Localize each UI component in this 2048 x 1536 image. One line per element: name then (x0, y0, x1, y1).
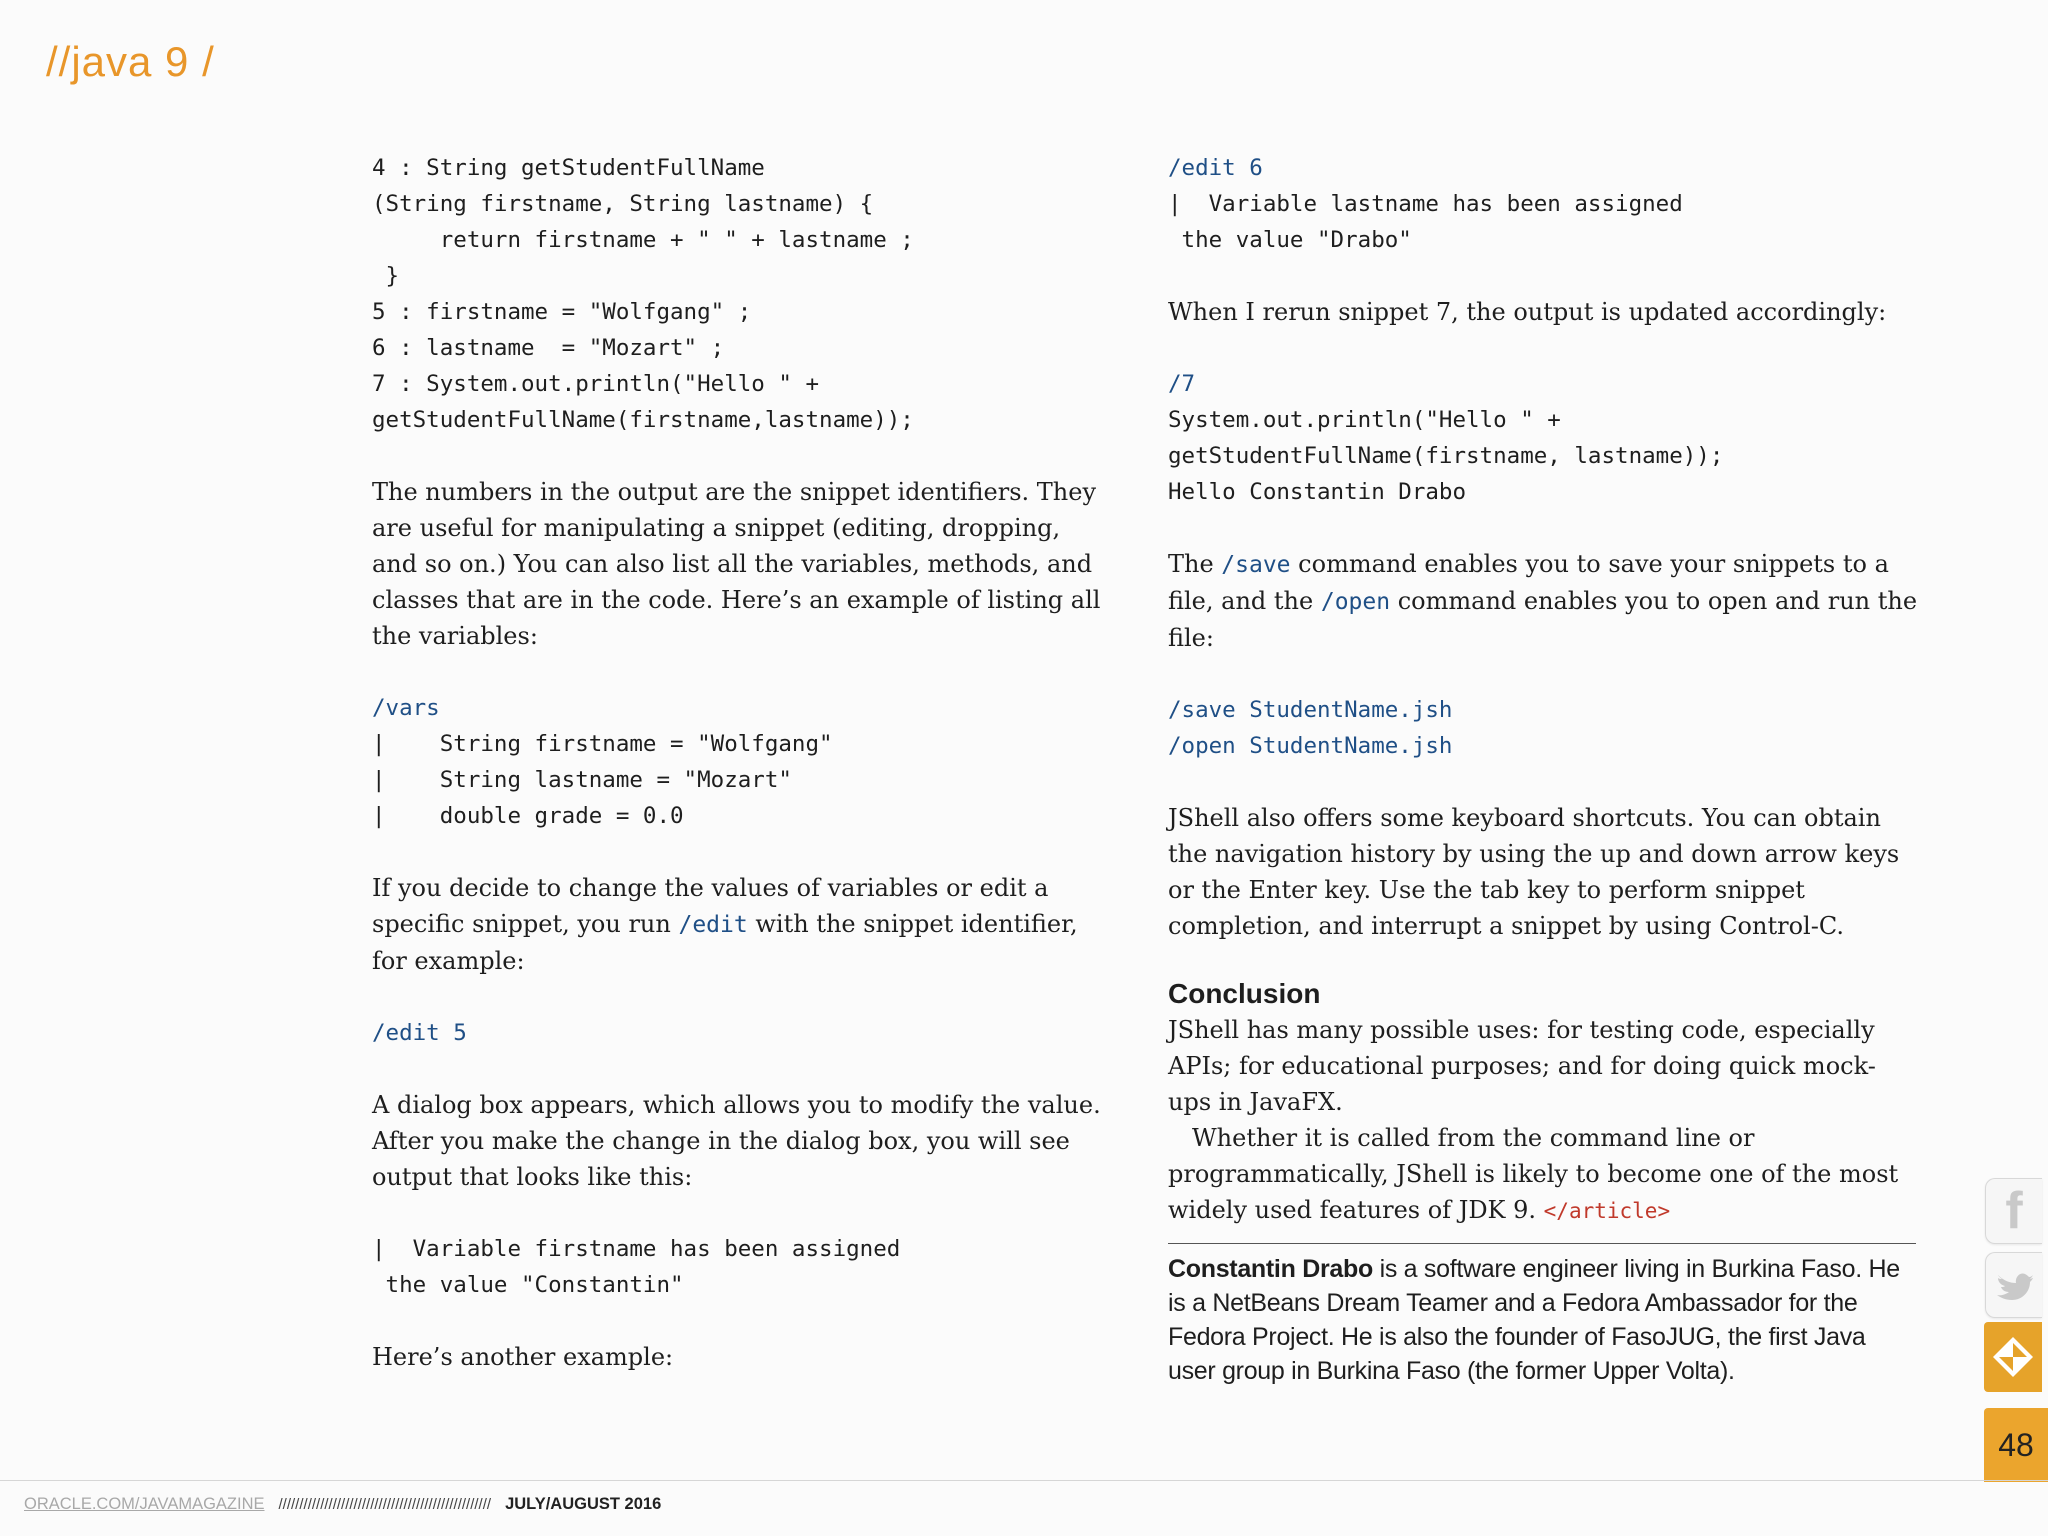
edit5-command: /edit 5 (372, 1020, 467, 1046)
code-block-vars (372, 690, 1102, 834)
paragraph-save-open (1168, 546, 1918, 656)
vars-output: | String firstname = "Wolfgang" | String lastname = "Mozart" | double grade = 0.0 (372, 731, 833, 829)
paragraph-conclusion-final (1168, 1120, 1918, 1229)
paragraph-rerun-snippet: When I rerun snippet 7, the output is updated accordingly: (1168, 298, 1887, 326)
author-name: Constantin Drabo (1168, 1255, 1373, 1283)
save-open-commands: /save StudentName.jsh /open StudentName.jsh (1168, 697, 1453, 759)
code-block-edit6 (1168, 150, 1918, 258)
text-span: command enables you to save your snippets to a file, and the (1168, 550, 1889, 615)
code-block-firstname-output: | Variable firstname has been assigned the value "Constantin" (372, 1236, 901, 1298)
inline-code-edit: /edit (678, 912, 748, 938)
end-article-tag: </article> (1543, 1199, 1671, 1223)
text-span: Whether it is called from the command line or programmatically, JShell is likely to become one of the most widely used features of JDK 9. (1168, 1124, 1899, 1224)
code-block-snippets: 4 : String getStudentFullName (String firstname, String lastname) { return firstname + " " + lastname ; } 5 : firstname = "Wolfgang" ; 6 : lastname = "Mozart" ; 7 : System.out.println("Hello " + getStudentFullName(firstname,lastname)); (372, 155, 914, 433)
paragraph-conclusion-uses: JShell has many possible uses: for testing code, especially APIs; for educational purposes; and for doing quick mock-ups in JavaFX. (1168, 1016, 1876, 1116)
paragraph-snippet-identifiers: The numbers in the output are the snippet identifiers. They are useful for manipulating a snippet (editing, dropping, and so on.) You can also list all the variables, methods, and classes that are in the code. Here’s an example of listing all the variables: (372, 478, 1101, 650)
author-bio-text: is a software engineer living in Burkina Faso. He is a NetBeans Dream Teamer and a Fedora Ambassador for the Fedora Project. He is also the founder of FasoJUG, the first Java user group in Burkina Faso (the former Upper Volta). (1168, 1255, 1900, 1385)
text-span: If you decide to change the values of variables or edit a specific snippet, you run (372, 874, 1049, 938)
paragraph-edit-intro (372, 870, 1102, 979)
code-block-save-open (1168, 692, 1918, 764)
text-span: The (1168, 550, 1222, 578)
email-share-button[interactable] (1984, 1322, 2042, 1392)
inline-code-open: /open (1320, 589, 1391, 615)
text-span: with the snippet identifier, for example: (372, 910, 1078, 975)
snippet7-output: System.out.println("Hello " + getStudentFullName(firstname, lastname)); Hello Constantin Drabo (1168, 407, 1724, 505)
code-block-snippet7 (1168, 366, 1918, 510)
code-block-edit5 (372, 1015, 1102, 1051)
paragraph-dialog-box: A dialog box appears, which allows you to modify the value. After you make the change in the dialog box, you will see output that looks like this: (372, 1091, 1101, 1191)
footer-site-link[interactable]: ORACLE.COM/JAVAMAGAZINE (24, 1495, 265, 1513)
footer-slashes: /////////////////////////////////////////////////// (278, 1496, 492, 1513)
edit6-output: | Variable lastname has been assigned the value "Drabo" (1168, 191, 1683, 253)
inline-code-save: /save (1221, 552, 1291, 578)
snippet7-command: /7 (1168, 371, 1196, 397)
conclusion-heading: Conclusion (1168, 978, 1321, 1009)
footer-issue-date: JULY/AUGUST 2016 (505, 1495, 662, 1513)
twitter-icon (1994, 1267, 2034, 1303)
paragraph-another-example: Here’s another example: (372, 1343, 674, 1371)
facebook-share-button[interactable] (1985, 1178, 2042, 1244)
facebook-icon: f (2005, 1182, 2023, 1240)
text-span: command enables you to open and run the file: (1168, 587, 1918, 652)
vars-command: /vars (372, 695, 440, 721)
email-icon (1991, 1335, 2035, 1379)
right-column (1168, 150, 1918, 1388)
author-bio (1168, 1252, 1918, 1388)
page-number: 48 (1984, 1408, 2048, 1482)
edit6-command: /edit 6 (1168, 155, 1263, 181)
footer-divider (0, 1480, 2048, 1481)
left-column (372, 150, 1102, 1375)
section-header: //java 9 / (46, 38, 215, 85)
bio-divider (1168, 1243, 1916, 1244)
footer (24, 1495, 661, 1514)
twitter-share-button[interactable] (1985, 1252, 2042, 1318)
paragraph-keyboard-shortcuts: JShell also offers some keyboard shortcuts. You can obtain the navigation history by using the up and down arrow keys or the Enter key. Use the tab key to perform snippet completion, and interrupt a snippet by using Control-C. (1168, 804, 1900, 940)
